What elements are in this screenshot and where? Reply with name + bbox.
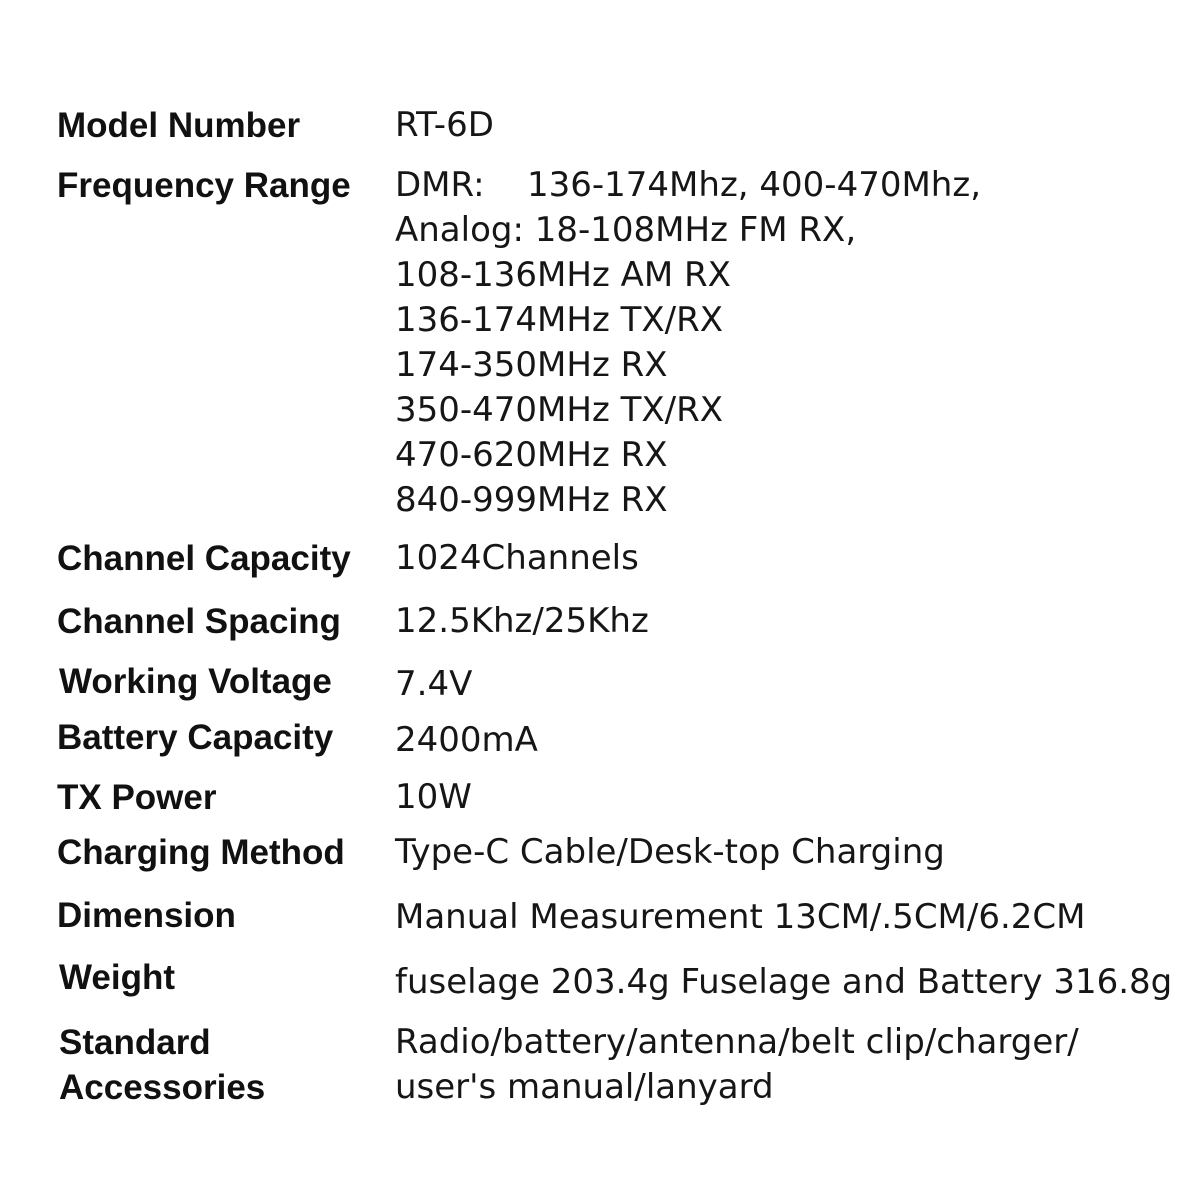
channel-capacity-value: 1024Channels (395, 538, 639, 578)
working-voltage-label: Working Voltage (59, 662, 332, 701)
tx-power-label: TX Power (57, 778, 217, 817)
frequency-range-line: 108-136MHz AM RX (395, 255, 731, 295)
frequency-range-line: 174-350MHz RX (395, 345, 668, 385)
channel-spacing-label: Channel Spacing (57, 602, 341, 641)
frequency-range-dmr-values: 136-174Mhz, 400-470Mhz, (527, 165, 982, 205)
frequency-range-line: Analog: 18-108MHz FM RX, (395, 210, 857, 250)
tx-power-value: 10W (395, 777, 472, 817)
frequency-range-label: Frequency Range (57, 166, 351, 205)
channel-spacing-value: 12.5Khz/25Khz (395, 601, 649, 641)
model-number-label: Model Number (57, 106, 301, 145)
standard-accessories-label: Standard (59, 1023, 211, 1062)
dimension-value: Manual Measurement 13CM/.5CM/6.2CM (395, 897, 1086, 937)
frequency-range-line (395, 165, 982, 205)
frequency-range-line: 470-620MHz RX (395, 435, 668, 475)
standard-accessories-label: Accessories (59, 1068, 266, 1107)
dimension-label: Dimension (57, 896, 236, 935)
charging-method-value: Type-C Cable/Desk-top Charging (395, 832, 945, 872)
frequency-range-line: 136-174MHz TX/RX (395, 300, 724, 340)
weight-label: Weight (59, 958, 176, 997)
frequency-range-dmr-prefix: DMR: (395, 165, 485, 205)
battery-capacity-value: 2400mA (395, 720, 538, 760)
frequency-range-line: 840-999MHz RX (395, 480, 668, 520)
charging-method-label: Charging Method (57, 833, 345, 872)
model-number-value: RT-6D (395, 105, 494, 145)
working-voltage-value: 7.4V (395, 664, 473, 704)
channel-capacity-label: Channel Capacity (57, 539, 351, 578)
standard-accessories-value: Radio/battery/antenna/belt clip/charger/ (395, 1022, 1079, 1062)
standard-accessories-value: user's manual/lanyard (395, 1067, 774, 1107)
frequency-range-line: 350-470MHz TX/RX (395, 390, 724, 430)
weight-value: fuselage 203.4g Fuselage and Battery 316.8g (395, 962, 1173, 1002)
battery-capacity-label: Battery Capacity (57, 718, 334, 757)
